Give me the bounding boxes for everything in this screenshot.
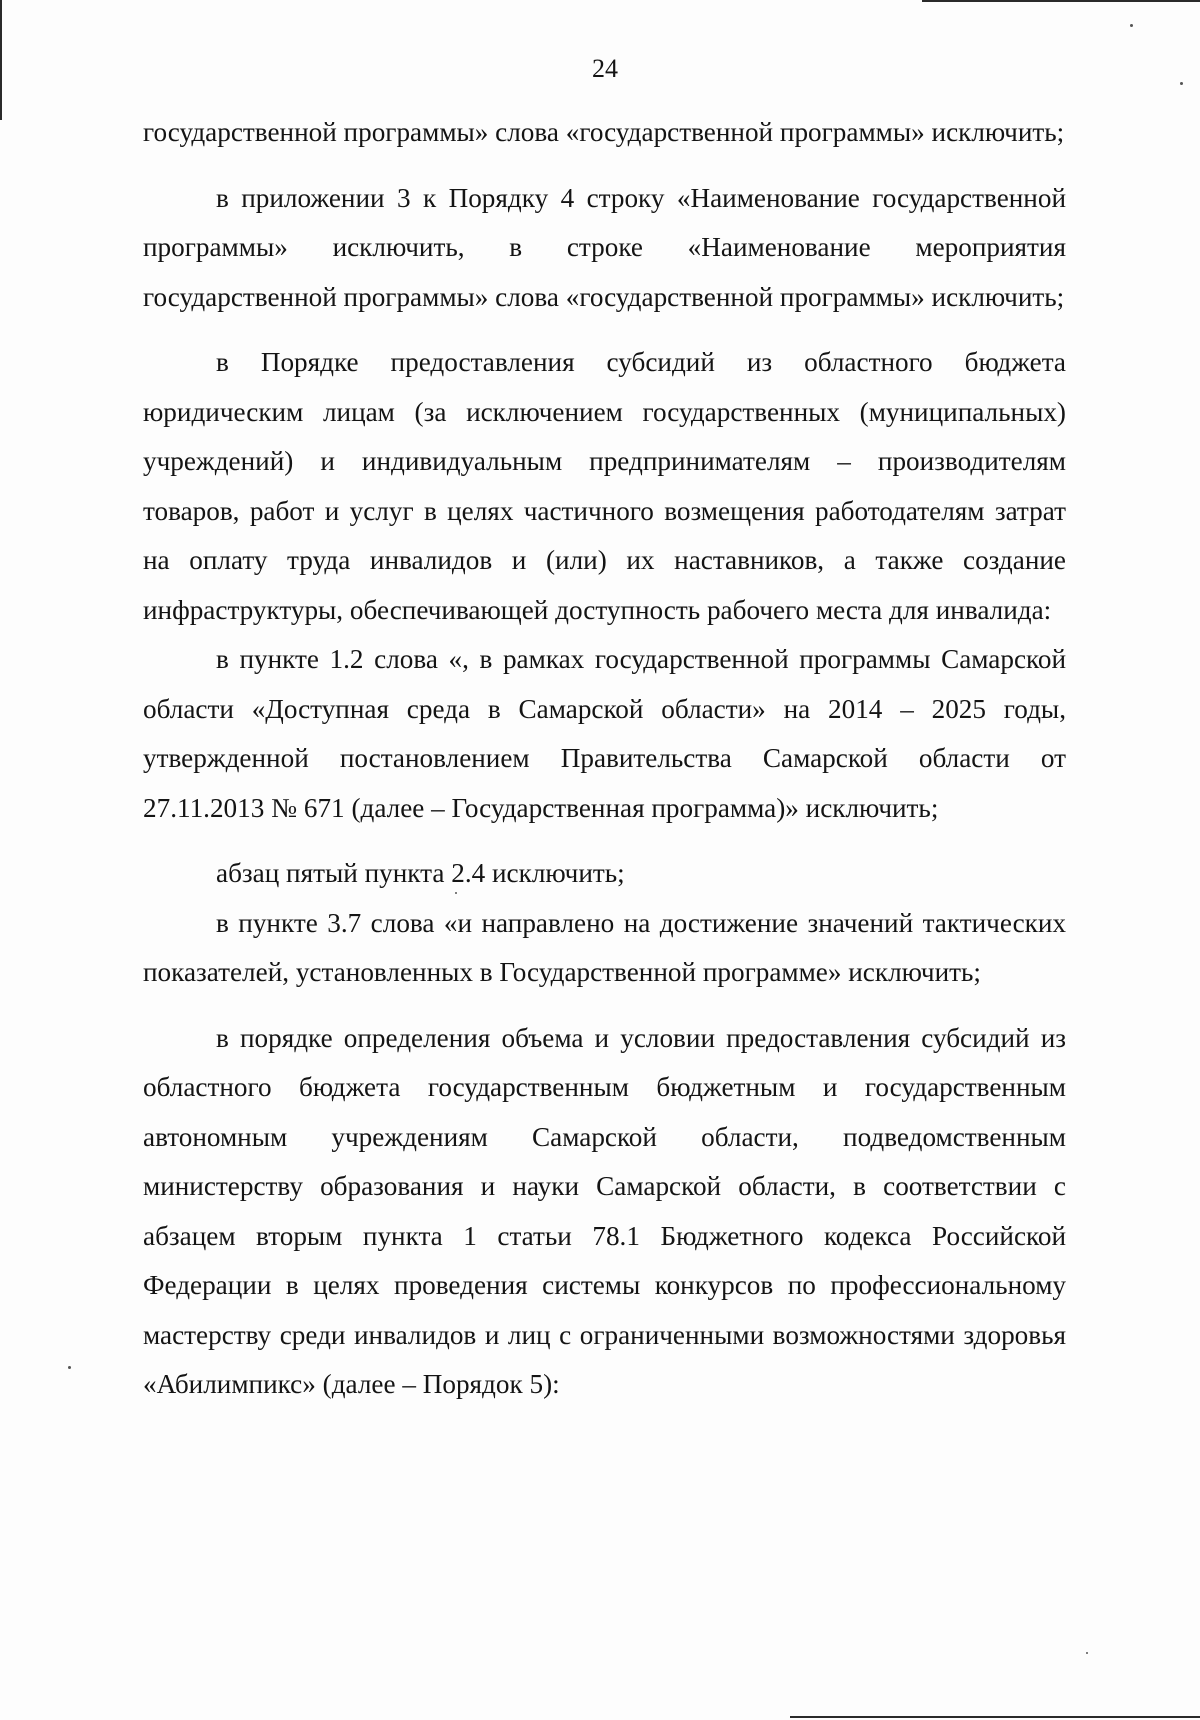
paragraph-6: в пункте 3.7 слова «и направлено на достижение значений тактических показателей, установленных в Государственной программе» исключить; — [143, 907, 1066, 987]
paragraph-1: государственной программы» слова «государственной программы» исключить; — [143, 117, 1065, 147]
scan-speck — [68, 1366, 71, 1369]
scan-speck — [1086, 1652, 1088, 1654]
scan-edge-top-right — [922, 0, 1200, 2]
paragraph-5: абзац пятый пункта 2.4 исключить; — [216, 858, 625, 888]
scan-speck — [1130, 24, 1133, 27]
document-body — [143, 108, 1066, 1410]
paragraph-2: в приложении 3 к Порядку 4 строку «Наименование государственной программы» исключить, в строке «Наименование мероприятия государственной программы» слова «государственной программы» исключить; — [143, 182, 1066, 312]
paragraph-7: в порядке определения объема и условии предоставления субсидий из областного бюджета государственным бюджетным и государственным автономным учреждениям Самарской области, подведомственным министерству образования и науки Самарской области, в соответствии с абзацем вторым пункта 1 статьи 78.1 Бюджетного кодекса Российской Федерации в целях проведения системы конкурсов по профессиональному мастерству среди инвалидов и лиц с ограниченными возможностями здоровья «Абилимпикс» (далее – Порядок 5): — [143, 1022, 1066, 1399]
page-number: 24 — [592, 54, 618, 83]
paragraph-4: в пункте 1.2 слова «, в рамках государственной программы Самарской области «Доступная среда в Самарской области» на 2014 – 2025 годы, утвержденной постановлением Правительства Самарской области от 27.11.2013 № 671 (далее – Государственная программа)» исключить; — [143, 644, 1066, 823]
paragraph-3: в Порядке предоставления субсидий из областного бюджета юридическим лицам (за исключением государственных (муниципальных) учреждений) и индивидуальным предпринимателям – производителям товаров, работ и услуг в целях частичного возмещения работодателям затрат на оплату труда инвалидов и (или) их наставников, а также создание инфраструктуры, обеспечивающей доступность рабочего места для инвалида: — [143, 347, 1066, 625]
scan-edge-bottom-right — [790, 1716, 1200, 1718]
